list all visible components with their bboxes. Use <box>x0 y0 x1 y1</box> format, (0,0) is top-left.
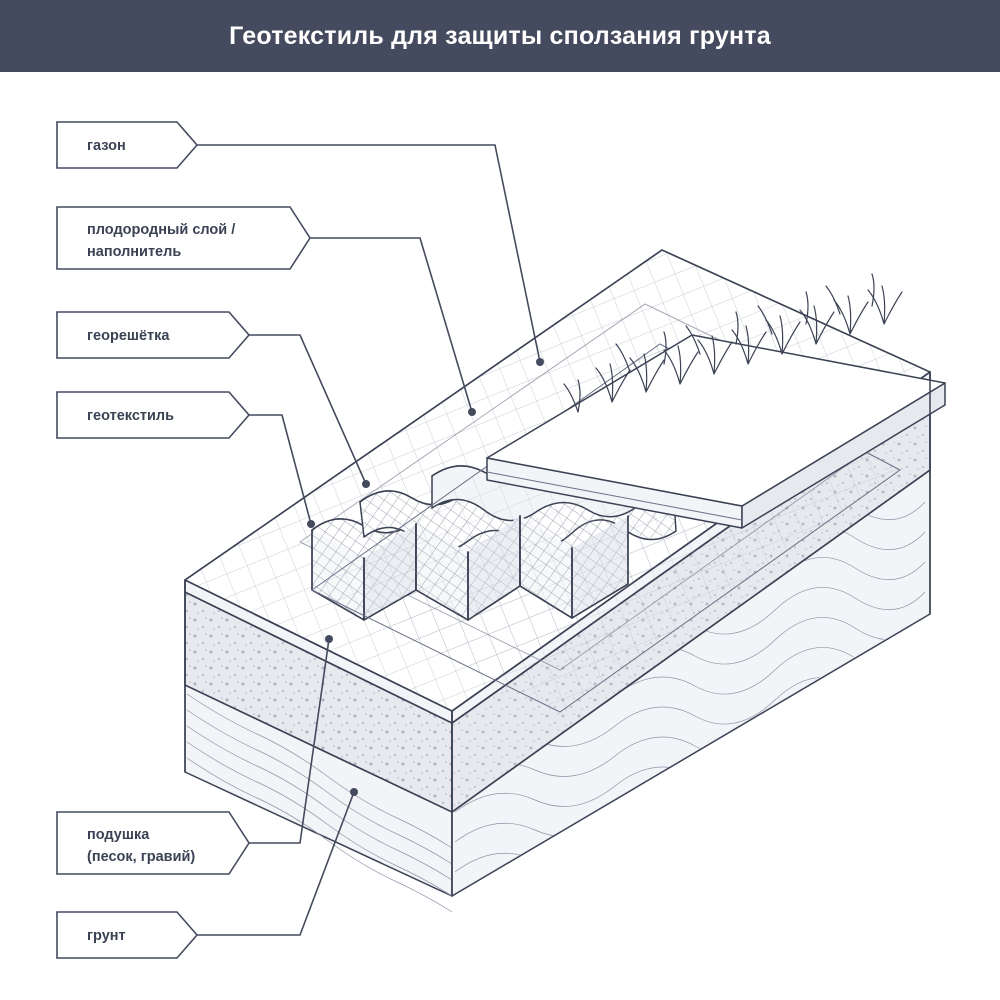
callout-label-fertile-line2: наполнитель <box>87 244 182 260</box>
callout-lawn[interactable] <box>57 122 197 168</box>
header-bar <box>0 0 1000 72</box>
callout-geogrid[interactable] <box>57 312 249 358</box>
callout-fertile-layer[interactable] <box>57 207 310 269</box>
callout-label-geogrid: георешётка <box>87 328 170 344</box>
callout-label-ground: грунт <box>87 928 126 944</box>
slope-cross-section-illustration <box>0 72 1000 1000</box>
callout-label-lawn: газон <box>87 138 126 154</box>
callout-label-cushion-line2: (песок, гравий) <box>87 849 196 865</box>
callout-ground[interactable] <box>57 912 197 958</box>
callout-label-cushion-line1: подушка <box>87 827 150 843</box>
callout-geotextile[interactable] <box>57 392 249 438</box>
callout-label-geotextile: геотекстиль <box>87 408 175 424</box>
page-title: Геотекстиль для защиты сползания грунта <box>229 21 771 50</box>
callout-cushion[interactable] <box>57 812 249 874</box>
diagram-canvas <box>0 72 1000 1000</box>
callout-label-fertile-line1: плодородный слой / <box>87 222 236 238</box>
